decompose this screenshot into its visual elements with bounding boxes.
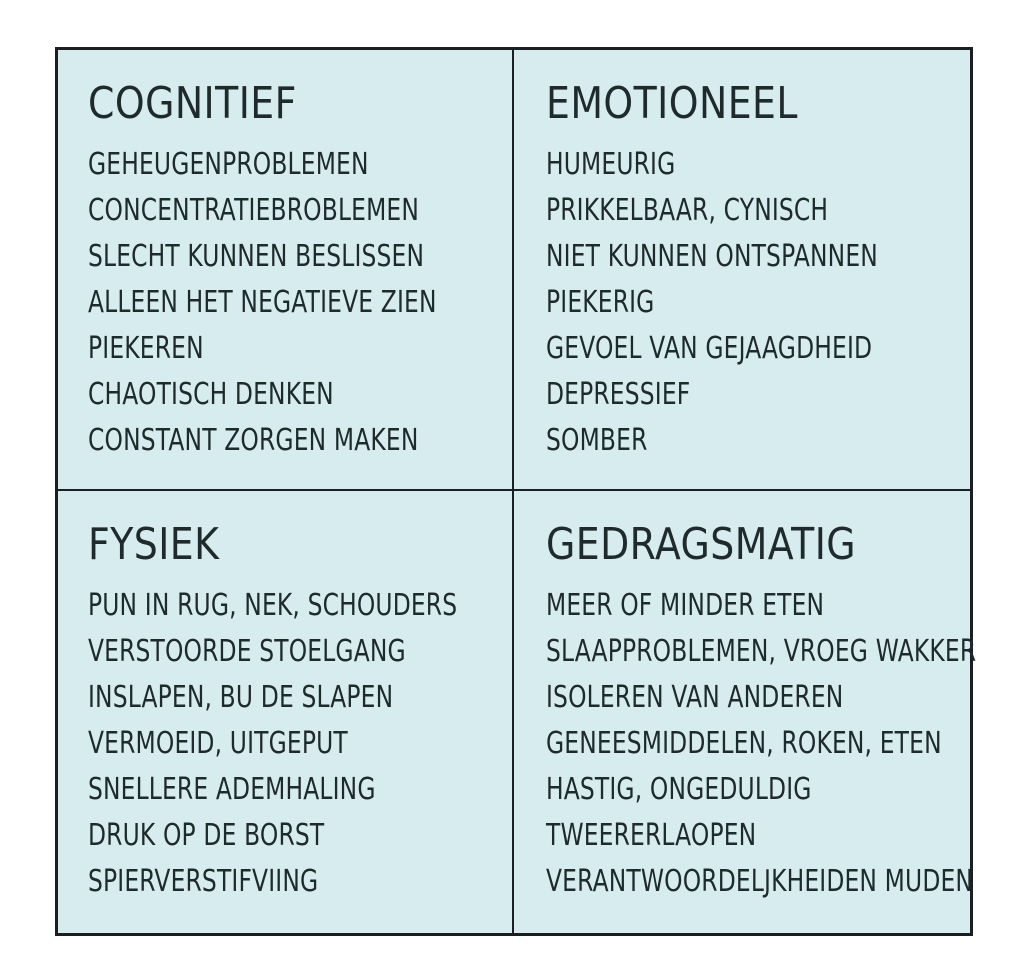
list-item: INSLAPEN, BU DE SLAPEN xyxy=(88,680,394,715)
symptoms-grid xyxy=(55,47,977,936)
list-item: CHAOTISCH DENKEN xyxy=(88,377,334,412)
list-item: SNELLERE ADEMHALING xyxy=(88,772,376,807)
symptom-list xyxy=(88,142,512,464)
quadrant-fysiek xyxy=(58,491,514,933)
list-item: SLAAPPROBLEMEN, VROEG WAKKER xyxy=(546,634,977,669)
list-item: CONCENTRATIEBROBLEMEN xyxy=(88,193,420,228)
list-item: SPIERVERSTIFVIING xyxy=(88,864,319,899)
list-item: DRUK OP DE BORST xyxy=(88,818,325,853)
list-item: GEHEUGENPROBLEMEN xyxy=(88,147,369,182)
list-item: SOMBER xyxy=(546,423,648,458)
list-item: HASTIG, ONGEDULDIG xyxy=(546,772,812,807)
list-item: VERSTOORDE STOELGANG xyxy=(88,634,406,669)
quadrant-title: FYSIEK xyxy=(88,519,220,570)
list-item: MEER OF MINDER ETEN xyxy=(546,588,825,623)
quadrant-emotioneel xyxy=(514,50,970,491)
list-item: SLECHT KUNNEN BESLISSEN xyxy=(88,239,425,274)
list-item: TWEERERLAOPEN xyxy=(546,818,757,853)
quadrant-title: EMOTIONEEL xyxy=(546,78,798,129)
list-item: ISOLEREN VAN ANDEREN xyxy=(546,680,844,715)
list-item: GENEESMIDDELEN, ROKEN, ETEN xyxy=(546,726,942,761)
list-item: PIEKERIG xyxy=(546,285,655,320)
quadrant-title: GEDRAGSMATIG xyxy=(546,519,857,570)
symptom-list xyxy=(546,583,977,905)
list-item: DEPRESSIEF xyxy=(546,377,691,412)
list-item: NIET KUNNEN ONTSPANNEN xyxy=(546,239,878,274)
list-item: HUMEURIG xyxy=(546,147,676,182)
symptom-list xyxy=(88,583,512,905)
quadrant-title: COGNITIEF xyxy=(88,78,297,129)
list-item: CONSTANT ZORGEN MAKEN xyxy=(88,423,419,458)
list-item: PRIKKELBAAR, CYNISCH xyxy=(546,193,829,228)
list-item: VERANTWOORDELJKHEIDEN MUDEN xyxy=(546,864,974,899)
symptom-list xyxy=(546,142,970,464)
list-item: GEVOEL VAN GEJAAGDHEID xyxy=(546,331,873,366)
list-item: VERMOEID, UITGEPUT xyxy=(88,726,348,761)
list-item: ALLEEN HET NEGATIEVE ZIEN xyxy=(88,285,437,320)
list-item: PUN IN RUG, NEK, SCHOUDERS xyxy=(88,588,458,623)
list-item: PIEKEREN xyxy=(88,331,204,366)
quadrant-cognitief xyxy=(58,50,514,491)
quadrant-gedragsmatig xyxy=(514,491,977,933)
